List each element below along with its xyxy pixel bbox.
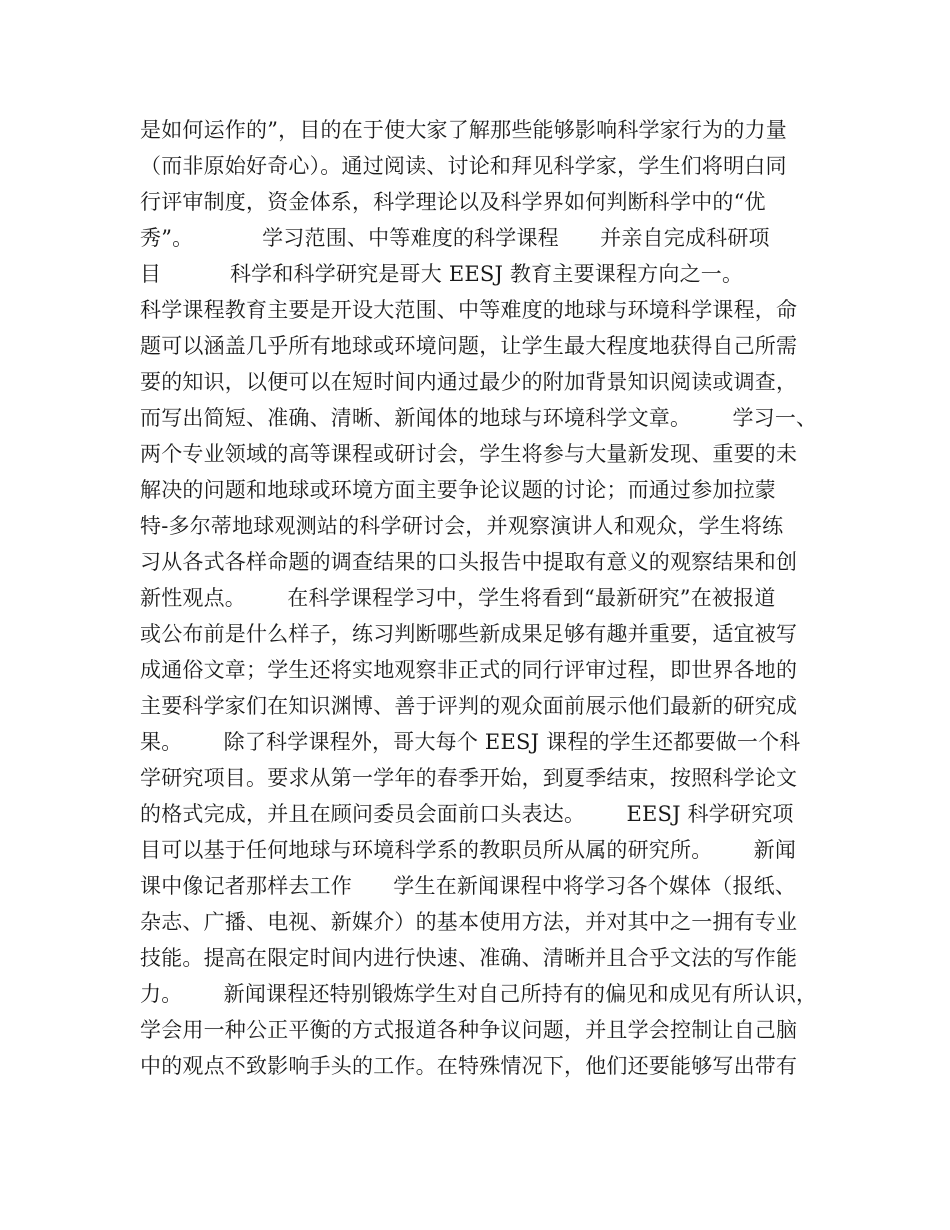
text-line: 的格式完成，并且在顾问委员会面前口头表达。 EESJ 科学研究项 [140,802,794,826]
text-line: 技能。提高在限定时间内进行快速、准确、清晰并且合乎文法的写作能 [140,946,798,970]
text-line: 或公布前是什么样子，练习判断哪些新成果足够有趣并重要，适宜被写 [140,622,798,646]
text-line: 题可以涵盖几乎所有地球或环境问题，让学生最大程度地获得自己所需 [140,334,798,358]
text-line: 而写出简短、准确、清晰、新闻体的地球与环境科学文章。 学习一、 [140,406,818,430]
text-line: （而非原始好奇心）。通过阅读、讨论和拜见科学家，学生们将明白同 [140,154,787,178]
text-line: 力。 新闻课程还特别锻炼学生对自己所持有的偏见和成见有所认识， [140,982,818,1006]
text-line: 目可以基于任何地球与环境科学系的教职员所从属的研究所。 新闻 [140,838,797,862]
text-line: 新性观点。 在科学课程学习中，学生将看到“最新研究”在被报道 [140,586,776,610]
text-line: 秀”。 学习范围、中等难度的科学课程 并亲自完成科研项 [140,226,770,250]
text-line: 行评审制度，资金体系，科学理论以及科学界如何判断科学中的“优 [140,190,766,214]
text-line: 习从各式各样命题的调查结果的口头报告中提取有意义的观察结果和创 [140,550,798,574]
text-line: 解决的问题和地球或环境方面主要争论议题的讨论；而通过参加拉蒙 [140,478,776,502]
text-line: 是如何运作的”，目的在于使大家了解那些能够影响科学家行为的力量 [140,118,787,142]
body-text [140,112,840,1084]
text-line: 学会用一种公正平衡的方式报道各种争议问题，并且学会控制让自己脑 [140,1018,798,1042]
text-line: 特-多尔蒂地球观测站的科学研讨会，并观察演讲人和观众，学生将练 [140,514,784,538]
text-line: 目 科学和科学研究是哥大 EESJ 教育主要课程方向之一。 [140,262,744,286]
text-line: 杂志、广播、电视、新媒介）的基本使用方法，并对其中之一拥有专业 [140,910,798,934]
text-line: 中的观点不致影响手头的工作。在特殊情况下，他们还要能够写出带有 [140,1054,798,1078]
text-line: 两个专业领域的高等课程或研讨会，学生将参与大量新发现、重要的未 [140,442,798,466]
text-line: 学研究项目。要求从第一学年的春季开始，到夏季结束，按照科学论文 [140,766,798,790]
text-line: 要的知识，以便可以在短时间内通过最少的附加背景知识阅读或调查， [140,370,798,394]
text-line: 课中像记者那样去工作 学生在新闻课程中将学习各个媒体（报纸、 [140,874,797,898]
text-line: 科学课程教育主要是开设大范围、中等难度的地球与环境科学课程，命 [140,298,798,322]
text-line: 主要科学家们在知识渊博、善于评判的观众面前展示他们最新的研究成 [140,694,798,718]
text-line: 果。 除了科学课程外，哥大每个 EESJ 课程的学生还都要做一个科 [140,730,801,754]
text-line: 成通俗文章；学生还将实地观察非正式的同行评审过程，即世界各地的 [140,658,798,682]
